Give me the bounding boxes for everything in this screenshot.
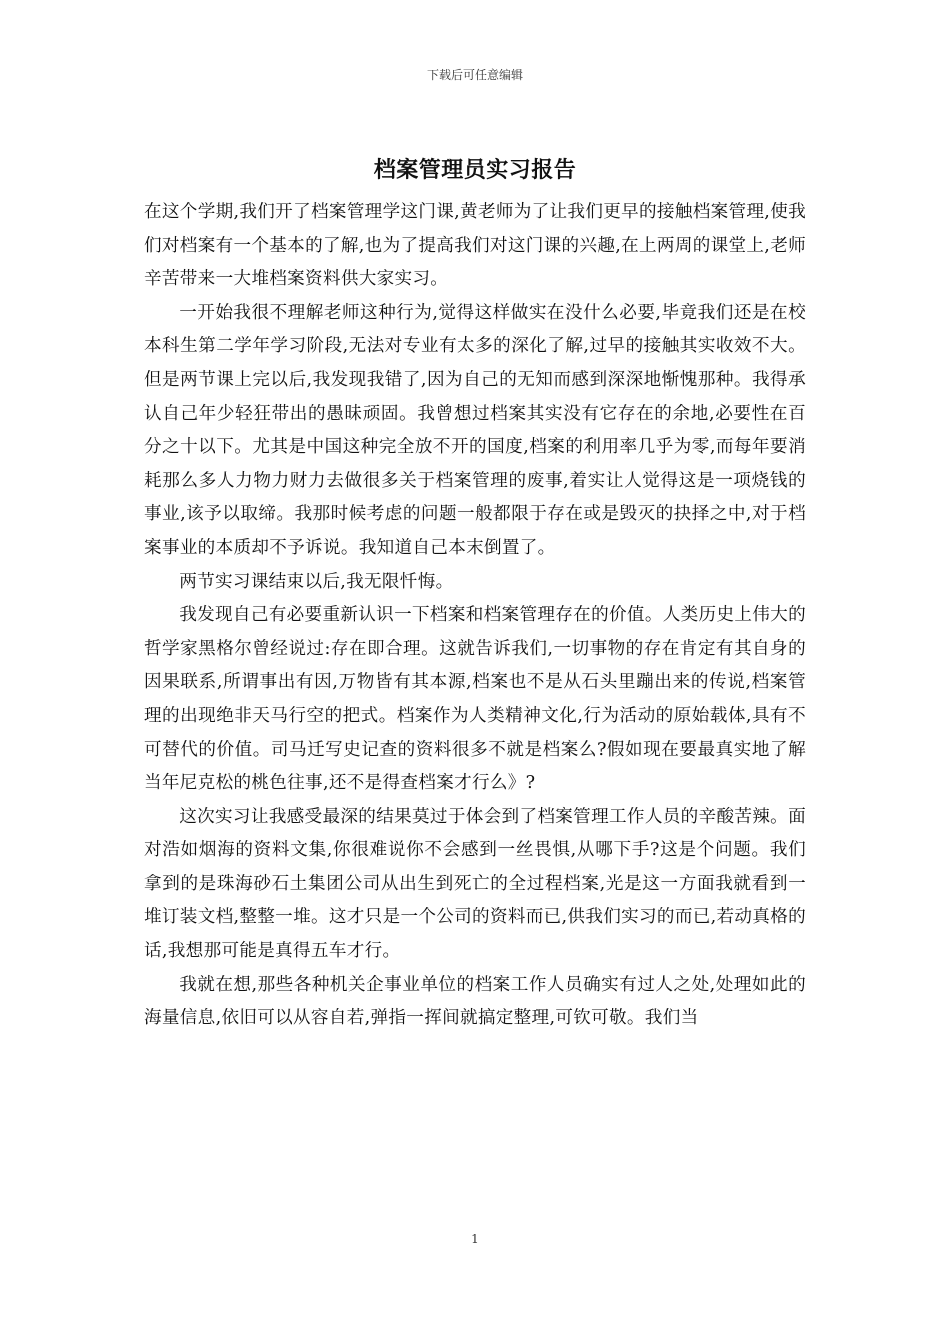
paragraph-2: 一开始我很不理解老师这种行为,觉得这样做实在没什么必要,毕竟我们还是在校本科生第二学年学习阶段,无法对专业有太多的深化了解,过早的接触其实收效不大。但是两节课上完以后,我发现我错了,因为自己的无知而感到深深地惭愧那种。我得承认自己年少轻狂带出的愚昧顽固。我曾想过档案其实没有它存在的余地,必要性在百分之十以下。尤其是中国这种完全放不开的国度,档案的利用率几乎为零,而每年要消耗那么多人力物力财力去做很多关于档案管理的废事,着实让人觉得这是一项烧钱的事业,该予以取缔。我那时候考虑的问题一般都限于存在或是毁灭的抉择之中,对于档案事业的本质却不予诉说。我知道自己本末倒置了。 (144, 302, 806, 558)
page-header: 下载后可任意编辑 (426, 68, 523, 82)
document-body (144, 196, 806, 1036)
paragraph-4: 我发现自己有必要重新认识一下档案和档案管理存在的价值。人类历史上伟大的哲学家黑格尔曾经说过:存在即合理。这就告诉我们,一切事物的存在肯定有其自身的因果联系,所谓事出有因,万物皆有其本源,档案也不是从石头里蹦出来的传说,档案管理的出现绝非天马行空的把式。档案作为人类精神文化,行为活动的原始载体,具有不可替代的价值。司马迁写史记查的资料很多不就是档案么?假如现在要最真实地了解当年尼克松的桃色往事,还不是得查档案才行么》? (144, 605, 806, 794)
paragraph-5: 这次实习让我感受最深的结果莫过于体会到了档案管理工作人员的辛酸苦辣。面对浩如烟海的资料文集,你很难说你不会感到一丝畏惧,从哪下手?这是个问题。我们拿到的是珠海砂石土集团公司从出生到死亡的全过程档案,光是这一方面我就看到一堆订装文档,整整一堆。这才只是一个公司的资料而已,供我们实习的而已,若动真格的话,我想那可能是真得五车才行。 (144, 806, 806, 962)
page-number: 1 (471, 1232, 479, 1246)
document-title: 档案管理员实习报告 (373, 157, 577, 183)
paragraph-1: 在这个学期,我们开了档案管理学这门课,黄老师为了让我们更早的接触档案管理,使我们对档案有一个基本的了解,也为了提高我们对这门课的兴趣,在上两周的课堂上,老师辛苦带来一大堆档案资料供大家实习。 (144, 202, 806, 290)
paragraph-6: 我就在想,那些各种机关企事业单位的档案工作人员确实有过人之处,处理如此的海量信息,依旧可以从容自若,弹指一挥间就搞定整理,可钦可敬。我们当 (144, 974, 806, 1029)
paragraph-3: 两节实习课结束以后,我无限忏悔。 (179, 571, 454, 592)
